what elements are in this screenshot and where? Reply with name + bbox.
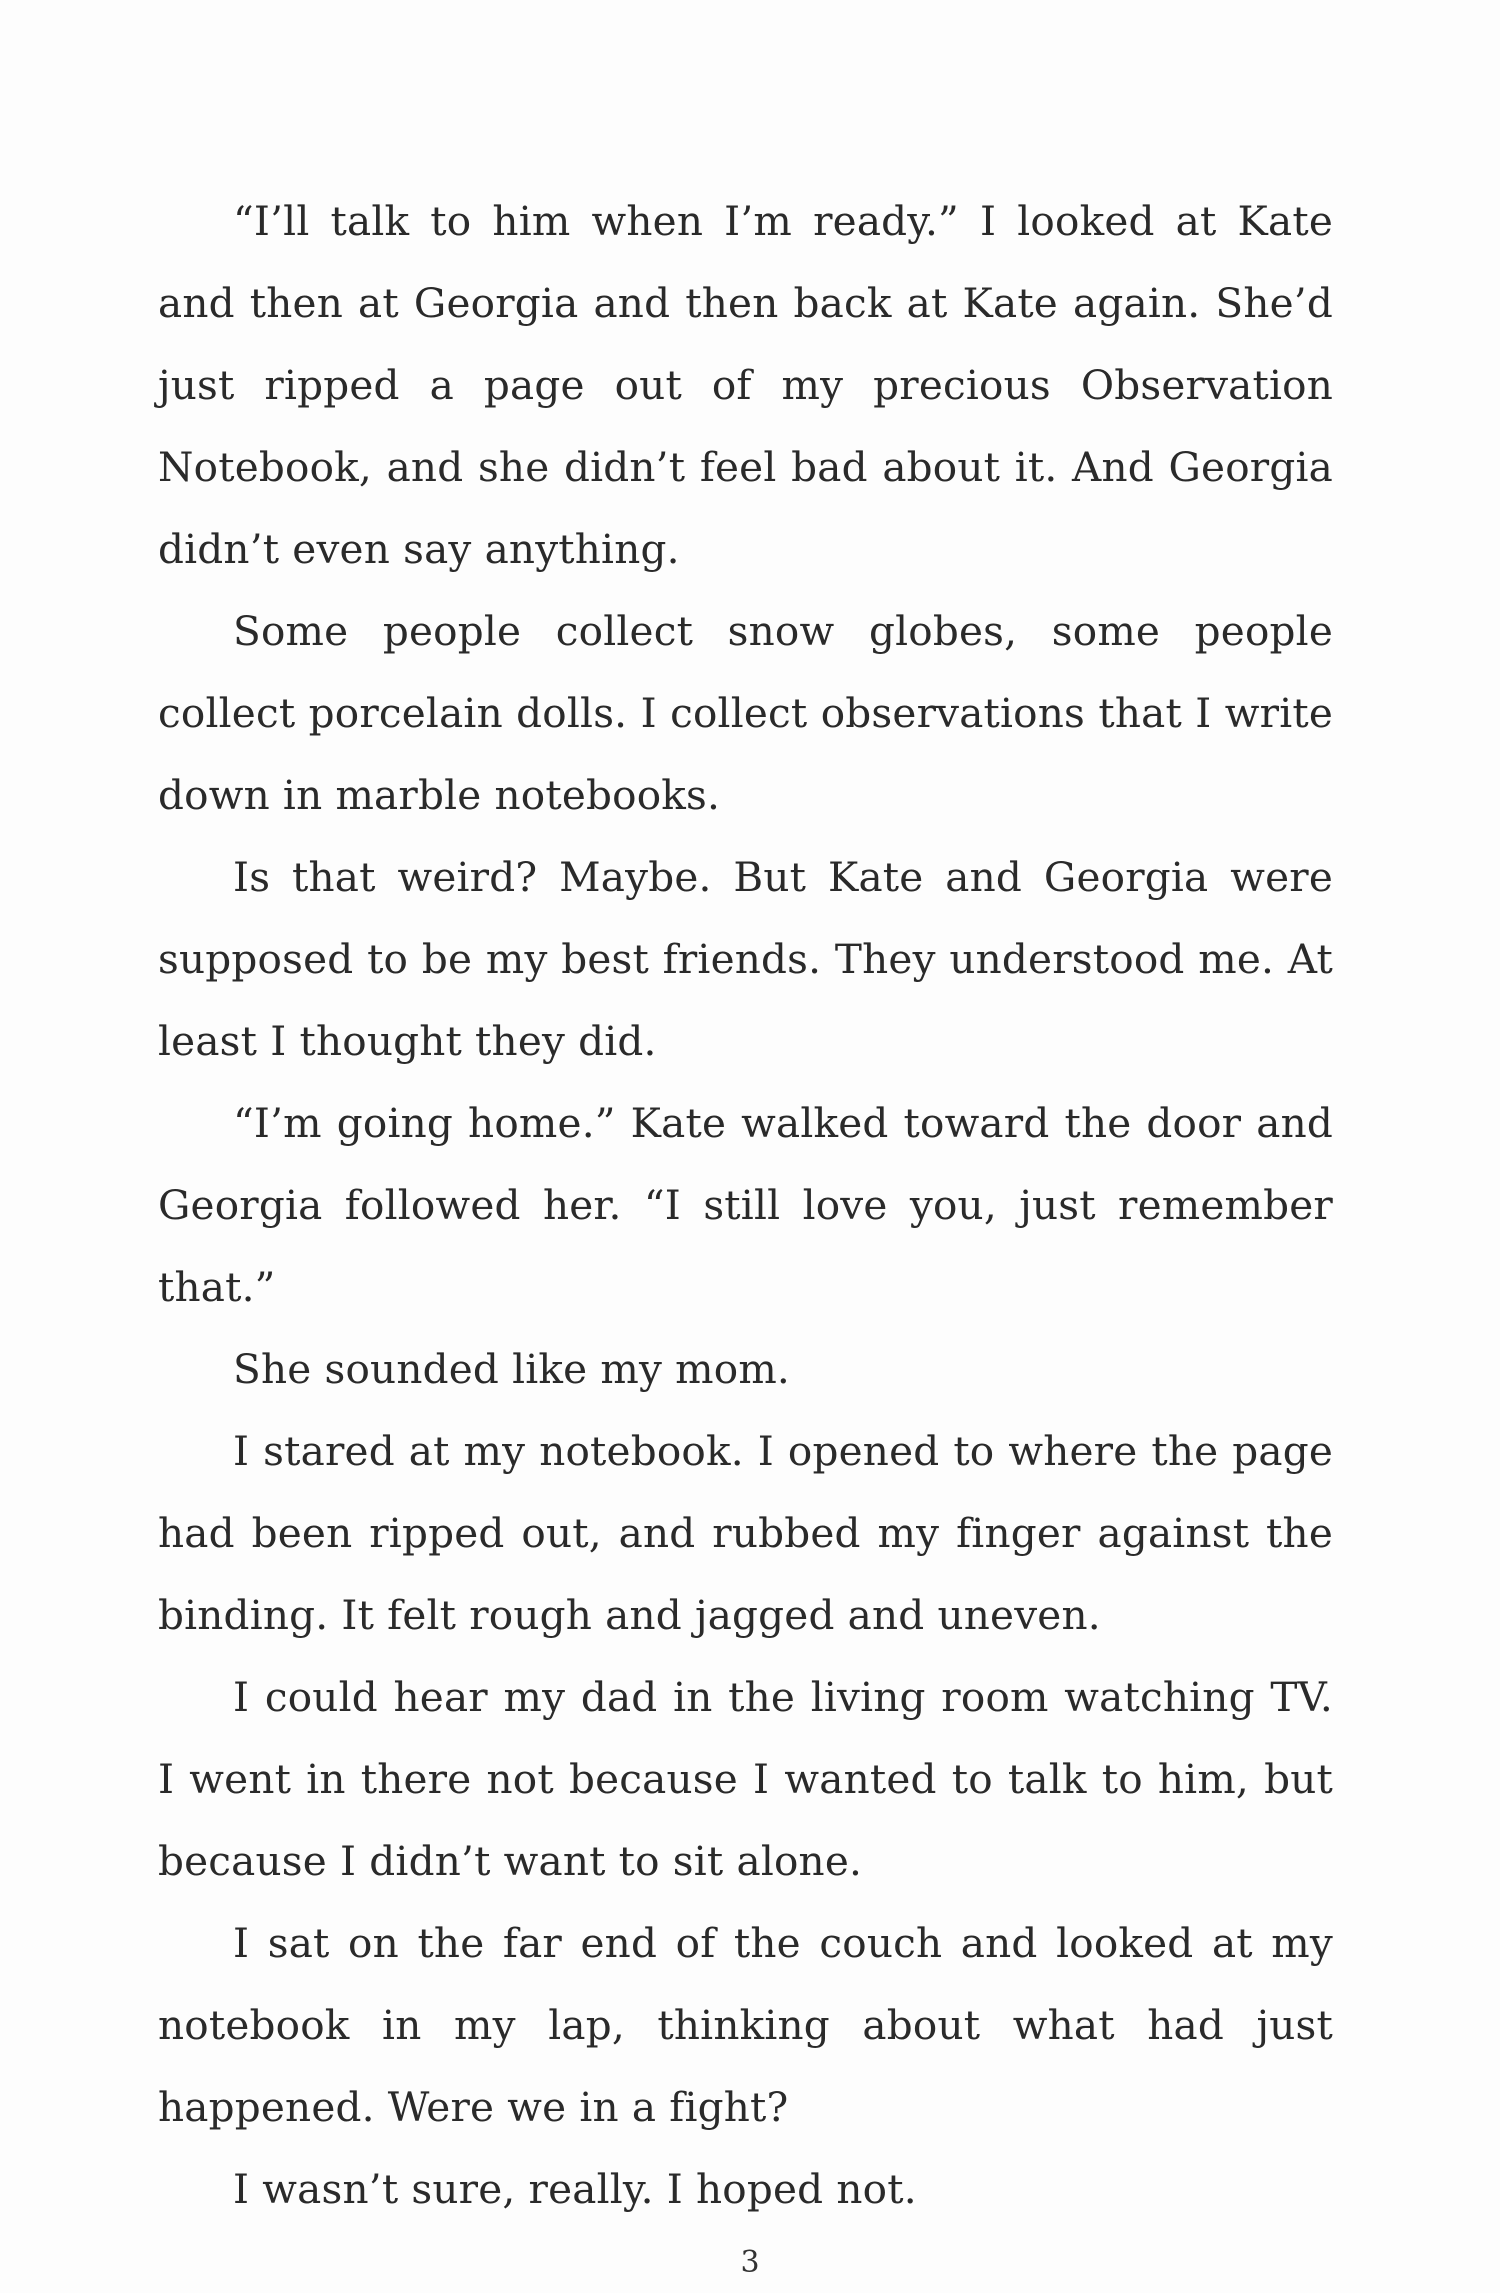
paragraph: I sat on the far end of the couch and looked at my notebook in my lap, thinking about what had just happened. Were we in a fight? xyxy=(158,1919,1333,2131)
paragraph: I stared at my notebook. I opened to where the page had been ripped out, and rubbed my finger against the binding. It felt rough and jagged and uneven. xyxy=(158,1427,1333,1639)
paragraph: She sounded like my mom. xyxy=(233,1345,791,1393)
paragraph: “I’m going home.” Kate walked toward the door and Georgia followed her. “I still love you, just remember that.” xyxy=(158,1099,1333,1311)
paragraph: Some people collect snow globes, some people collect porcelain dolls. I collect observations that I write down in marble notebooks. xyxy=(158,607,1333,819)
page-number: 3 xyxy=(740,2245,760,2280)
paragraph: I could hear my dad in the living room watching TV. I went in there not because I wanted to talk to him, but because I didn’t want to sit alone. xyxy=(158,1673,1333,1885)
paragraph: “I’ll talk to him when I’m ready.” I looked at Kate and then at Georgia and then back at Kate again. She’d just ripped a page out of my precious Observation Notebook, and she didn’t feel bad about it. And Georgia didn’t even say anything. xyxy=(158,197,1333,573)
body-text xyxy=(158,180,1333,2230)
paragraph: Is that weird? Maybe. But Kate and Georgia were supposed to be my best friends. They understood me. At least I thought they did. xyxy=(158,853,1333,1065)
paragraph: I wasn’t sure, really. I hoped not. xyxy=(233,2165,917,2213)
